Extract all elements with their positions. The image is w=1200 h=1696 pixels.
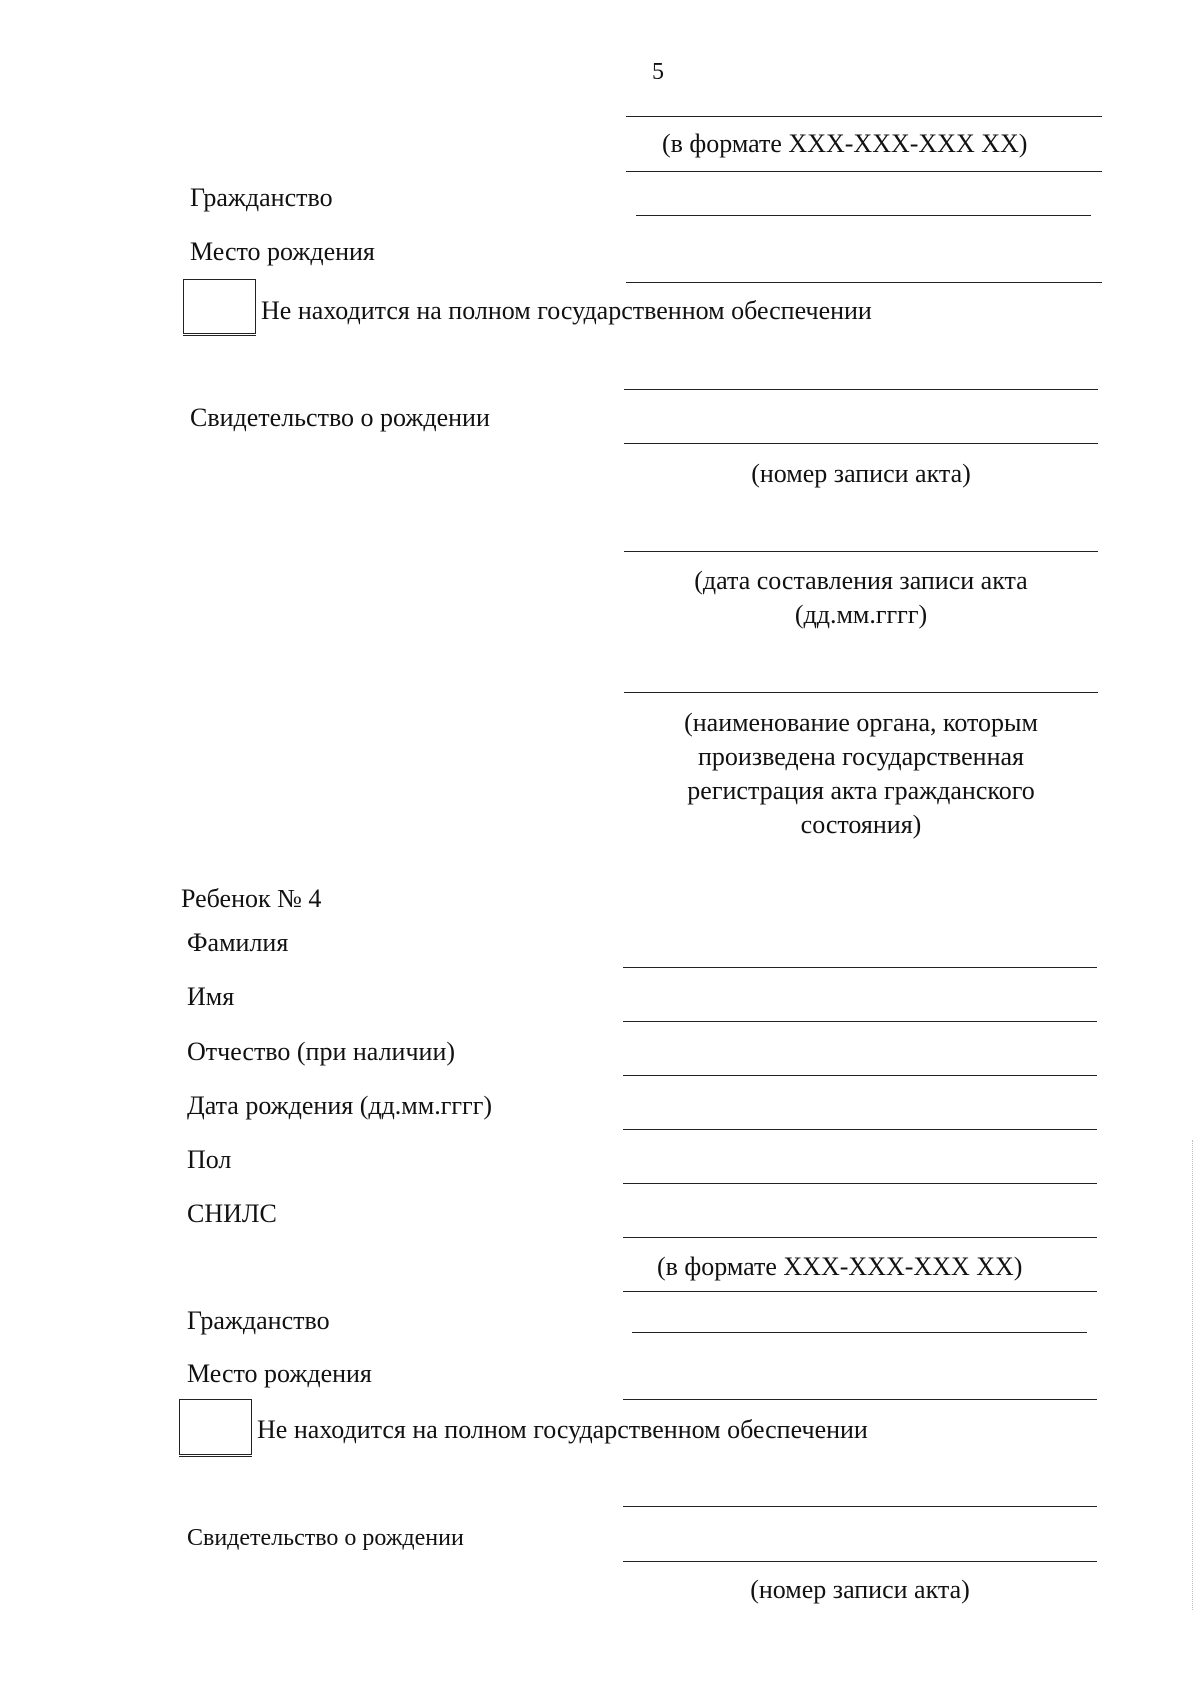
name-label: Имя <box>187 982 235 1011</box>
citizenship-label-child-4: Гражданство <box>187 1306 330 1335</box>
page-number: 5 <box>652 59 664 85</box>
record-date-hint-line-1: (дата составления записи акта <box>694 566 1028 595</box>
patronymic-label: Отчество (при наличии) <box>187 1037 456 1066</box>
state-support-checkbox[interactable] <box>183 279 256 334</box>
record-date-hint-line-2: (дд.мм.гггг) <box>794 600 928 629</box>
hint-underline-child-4 <box>623 1291 1097 1292</box>
birthplace-label-child-4: Место рождения <box>187 1359 372 1388</box>
surname-label: Фамилия <box>187 928 289 957</box>
citizenship-label: Гражданство <box>190 183 333 212</box>
birth-certificate-label-child-4: Свидетельство о рождении <box>187 1525 464 1551</box>
authority-hint-line-1: (наименование органа, которым <box>684 708 1038 737</box>
state-support-label-child-4: Не находится на полном государственном обеспечении <box>257 1415 868 1444</box>
sex-field-line[interactable] <box>623 1183 1097 1184</box>
citizenship-field-line[interactable] <box>636 215 1091 216</box>
birth-certificate-field-line-child-4[interactable] <box>623 1506 1097 1507</box>
record-number-hint-child-4: (номер записи акта) <box>750 1575 970 1604</box>
birth-certificate-field-line[interactable] <box>624 389 1098 390</box>
authority-field-line[interactable] <box>624 692 1098 693</box>
name-field-line[interactable] <box>623 1021 1097 1022</box>
snils-format-hint: (в формате XXX-XXX-XXX XX) <box>662 129 1028 158</box>
scan-edge-mark <box>1192 1140 1193 1610</box>
snils-format-hint-child-4: (в формате XXX-XXX-XXX XX) <box>657 1252 1023 1281</box>
snils-field-line[interactable] <box>626 116 1102 117</box>
birthplace-label: Место рождения <box>190 237 375 266</box>
authority-hint-line-4: состояния) <box>800 810 922 839</box>
state-support-label: Не находится на полном государственном обеспечении <box>261 296 872 325</box>
birth-certificate-label: Свидетельство о рождении <box>190 403 490 432</box>
surname-field-line[interactable] <box>623 967 1097 968</box>
record-date-field-line[interactable] <box>624 551 1098 552</box>
record-number-hint: (номер записи акта) <box>751 459 971 488</box>
birthplace-field-line[interactable] <box>626 282 1102 283</box>
authority-hint-line-3: регистрация акта гражданского <box>687 776 1035 805</box>
patronymic-field-line[interactable] <box>623 1075 1097 1076</box>
birthplace-field-line-child-4[interactable] <box>623 1399 1097 1400</box>
authority-hint-line-2: произведена государственная <box>697 742 1025 771</box>
record-number-field-line[interactable] <box>624 443 1098 444</box>
child-4-heading: Ребенок № 4 <box>181 884 322 913</box>
sex-label: Пол <box>187 1145 232 1174</box>
snils-label: СНИЛС <box>187 1199 277 1228</box>
hint-underline <box>626 171 1102 172</box>
birthdate-field-line[interactable] <box>623 1129 1097 1130</box>
birthdate-label: Дата рождения (дд.мм.гггг) <box>187 1091 493 1120</box>
snils-field-line-child-4[interactable] <box>623 1237 1097 1238</box>
citizenship-field-line-child-4[interactable] <box>632 1332 1087 1333</box>
record-number-field-line-child-4[interactable] <box>623 1561 1097 1562</box>
state-support-checkbox-child-4[interactable] <box>179 1399 252 1455</box>
